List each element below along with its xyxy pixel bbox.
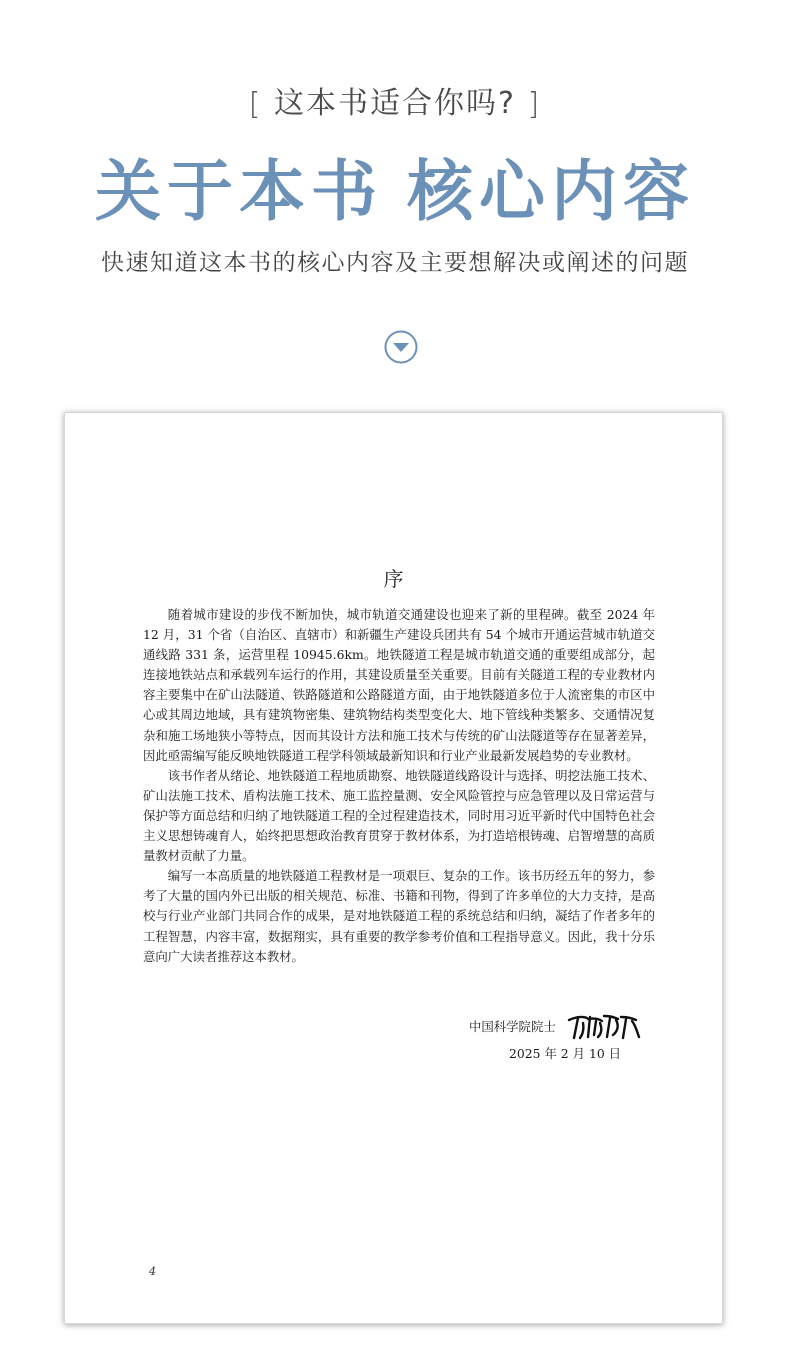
signature-line bbox=[469, 1011, 642, 1041]
chevron-down-circle-icon bbox=[384, 330, 418, 364]
section-question bbox=[0, 78, 790, 122]
preface-body bbox=[143, 605, 655, 967]
bracket-open: [ bbox=[248, 87, 263, 122]
book-page bbox=[64, 412, 723, 1324]
headline-left: 关于本书 bbox=[95, 152, 383, 230]
paragraph: 编写一本高质量的地铁隧道工程教材是一项艰巨、复杂的工作。该书历经五年的努力，参考了大量的国内外已出版的相关规范、标准、书籍和刊物，得到了许多单位的大力支持，是高校与行业产业部门共同合作的成果，是对地铁隧道工程的系统总结和归纳，凝结了作者多年的工程智慧，内容丰富，数据翔实，具有重要的教学参考价值和工程指导意义。因此，我十分乐意向广大读者推荐这本教材。 bbox=[143, 868, 655, 964]
signer-title: 中国科学院院士 bbox=[469, 1019, 556, 1034]
bracket-close: ] bbox=[527, 87, 542, 122]
paragraph: 随着城市建设的步伐不断加快，城市轨道交通建设也迎来了新的里程碑。截至 2024 年 12 月，31 个省（自治区、直辖市）和新疆生产建设兵团共有 54 个城市开通运营城市轨道交通线路 331 条，运营里程 10945.6km。地铁隧道工程是城市轨道交通的重要组成部分，起连接地铁站点和承载列车运行的作用，其建设质量至关重要。目前有关隧道工程的专业教材内容主要集中在矿山法隧道、铁路隧道和公路隧道方面，由于地铁隧道多位于人流密集的市区中心或其周边地域，具有建筑物密集、建筑物结构类型变化大、地下管线种类繁多、交通情况复杂和施工场地狭小等特点，因而其设计方法和施工技术与传统的矿山法隧道等存在显著差异，因此亟需编写能反映地铁隧道工程学科领域最新知识和行业产业最新发展趋势的专业教材。 bbox=[143, 607, 655, 763]
tagline: 快速知道这本书的核心内容及主要想解决或阐述的问题 bbox=[101, 250, 689, 276]
signature-date: 2025 年 2 月 10 日 bbox=[509, 1046, 622, 1061]
preface-title: 序 bbox=[383, 567, 404, 591]
paragraph: 该书作者从绪论、地铁隧道工程地质勘察、地铁隧道线路设计与选择、明挖法施工技术、矿山法施工技术、盾构法施工技术、施工监控量测、安全风险管控与应急管理以及日常运营与保护等方面总结和归纳了地铁隧道工程的全过程建造技术，同时用习近平新时代中国特色社会主义思想铸魂育人，始终把思想政治教育贯穿于教材体系，为打造培根铸魂、启智增慧的高质量教材贡献了力量。 bbox=[143, 767, 655, 864]
question-text: 这本书适合你吗? bbox=[274, 86, 516, 121]
headline bbox=[0, 138, 790, 233]
handwritten-signature bbox=[566, 1011, 642, 1041]
page-number: 4 bbox=[149, 1265, 156, 1278]
headline-right: 核心内容 bbox=[407, 152, 695, 230]
